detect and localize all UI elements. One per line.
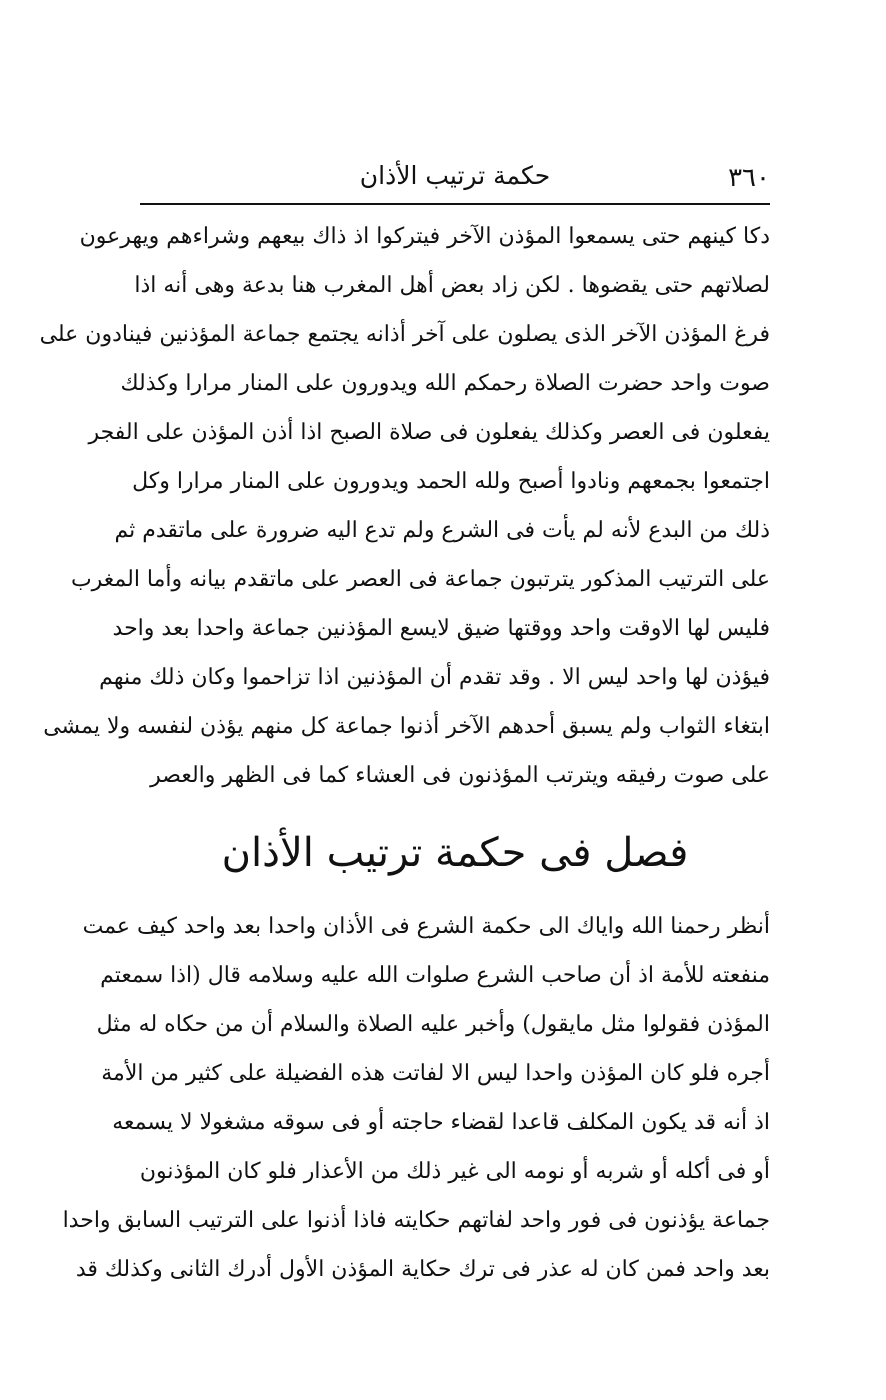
text-line: فليس لها الاوقت واحد ووقتها ضيق لايسع المؤذنين جماعة واحدا بعد واحد (112, 616, 770, 641)
text-line: بعد واحد فمن كان له عذر فى ترك حكاية المؤذن الأول أدرك الثانى وكذلك قد (75, 1257, 770, 1282)
text-line: ابتغاء الثواب ولم يسبق أحدهم الآخر أذنوا جماعة كل منهم يؤذن لنفسه ولا يمشى (43, 714, 770, 739)
text-line: أو فى أكله أو شربه أو نومه الى غير ذلك من الأعذار فلو كان المؤذنون (139, 1159, 770, 1184)
text-line: ذلك من البدع لأنه لم يأت فى الشرع ولم تدع اليه ضرورة على ماتقدم ثم (114, 518, 770, 543)
text-line: صوت واحد حضرت الصلاة رحمكم الله ويدورون على المنار مرارا وكذلك (120, 371, 770, 396)
text-line: أجره فلو كان المؤذن واحدا ليس الا لفاتت هذه الفضيلة على كثير من الأمة (101, 1061, 770, 1086)
text-line: على الترتيب المذكور يترتبون جماعة فى العصر على ماتقدم بيانه وأما المغرب (70, 567, 770, 592)
text-line: يفعلون فى العصر وكذلك يفعلون فى صلاة الصبح اذا أذن المؤذن على الفجر (88, 420, 770, 445)
text-line: دكا كينهم حتى يسمعوا المؤذن الآخر فيتركوا اذ ذاك بيعهم وشراءهم ويهرعون (79, 224, 770, 249)
top-paragraph (39, 212, 770, 800)
bottom-paragraph (62, 902, 770, 1294)
running-title: حكمة ترتيب الأذان (359, 161, 551, 190)
text-line: على صوت رفيقه ويترتب المؤذنون فى العشاء كما فى الظهر والعصر (150, 763, 770, 788)
page-number: ٣٦٠ (728, 163, 770, 193)
header-divider (140, 203, 770, 205)
page-header (140, 158, 770, 198)
text-line: منفعته للأمة اذ أن صاحب الشرع صلوات الله عليه وسلامه قال (اذا سمعتم (100, 963, 770, 988)
text-line: اجتمعوا بجمعهم ونادوا أصبح ولله الحمد ويدورون على المنار مرارا وكل (132, 469, 770, 494)
section-heading: فصل فى حكمة ترتيب الأذان (221, 830, 689, 876)
text-line: فيؤذن لها واحد ليس الا . وقد تقدم أن المؤذنين اذا تزاحموا وكان ذلك منهم (99, 665, 770, 690)
text-line: اذ أنه قد يكون المكلف قاعدا لقضاء حاجته أو فى سوقه مشغولا لا يسمعه (112, 1110, 770, 1135)
text-line: المؤذن فقولوا مثل مايقول) وأخبر عليه الصلاة والسلام أن من حكاه له مثل (96, 1012, 770, 1037)
text-line: أنظر رحمنا الله واياك الى حكمة الشرع فى الأذان واحدا بعد واحد كيف عمت (82, 914, 770, 939)
text-line: جماعة يؤذنون فى فور واحد لفاتهم حكايته فاذا أذنوا على الترتيب السابق واحدا (62, 1208, 770, 1233)
text-line: لصلاتهم حتى يقضوها . لكن زاد بعض أهل المغرب هنا بدعة وهى أنه اذا (134, 273, 770, 298)
text-line: فرغ المؤذن الآخر الذى يصلون على آخر أذانه يجتمع جماعة المؤذنين فينادون على (39, 322, 770, 347)
